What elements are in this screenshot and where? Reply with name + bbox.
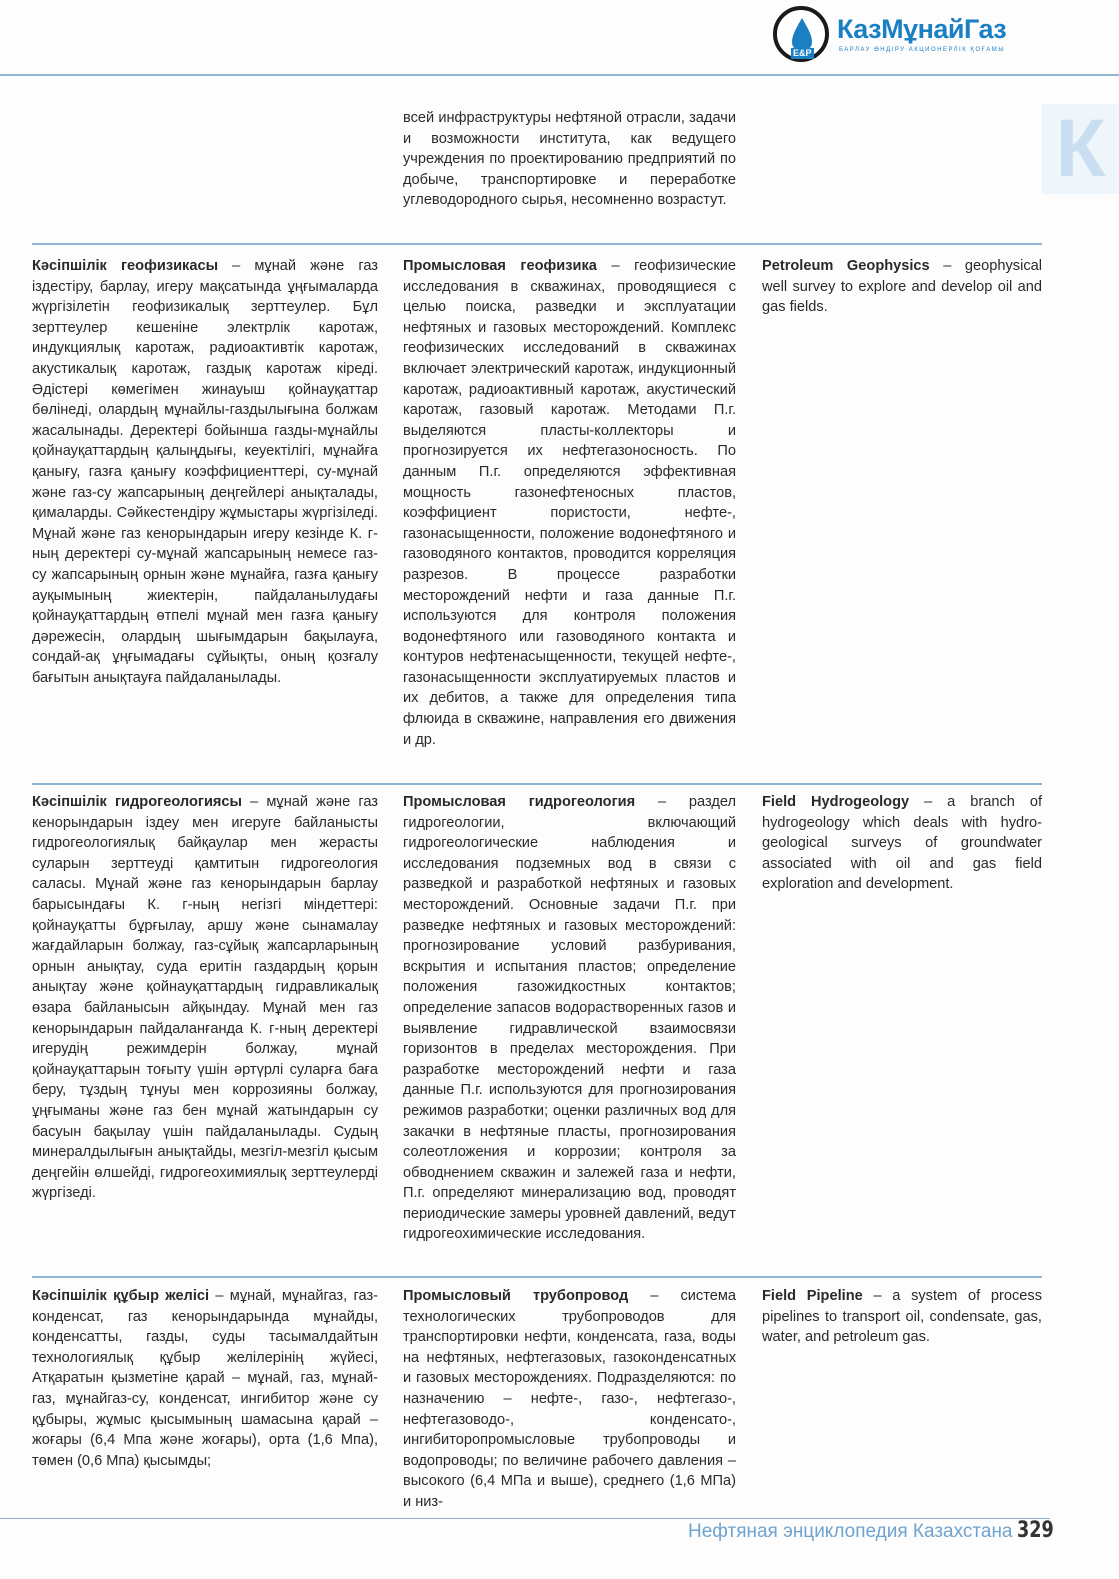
- entry-ru: [403, 256, 736, 750]
- header-divider: [0, 74, 1119, 76]
- entry-en: [762, 792, 1042, 895]
- definition-kk: – мұнай және газ кенорындарын іздеу мен игеруге байланысты гидрогеологиялық байқаулар мен жерасты суларын зерттеуді қамтитын гидрогеология саласы. Мұнай және газ кенорындарын барлау барысындағы К. г-ның негізгі міндеттері: қойнауқатты бұрғылау, аршу және сынамалау жағдайларын болжау, газ-сұйық жапсарларының орнын анықтау, суда еритін газдардың қорын анықтау және қойнауқаттардың гидравликалық өзара байланысын айқындау. Мұнай мен газ кенорындарын пайдаланғанда К. г-ның деректері игерудің режимдерін болжау, мұнай қойнауқаттарын тоғыту үшін әртүрлі суларға баға беру, тұздың тұнуы мен коррозияны болжау, ұңғыманы және газ бен мұнай жатындарын су басуын бақылау үшін пайдаланылады. Судың минералдылығын анықтайды, мезгіл-мезгіл қысым деңгейін өлшейді, гидрогеохимиялық зерттеулерді жүргізеді.: [32, 794, 378, 1202]
- definition-en: – a system of process pipelines to transport oil, condensate, gas, water, and petroleum gas.: [762, 1288, 1042, 1346]
- definition-en: – a branch of hydrogeology which deals with hydro-geological surveys of groundwater associated with oil and gas field exploration and development.: [762, 794, 1042, 893]
- entry-kk: [32, 256, 378, 688]
- entry-en: [762, 256, 1042, 318]
- company-logo: [773, 6, 1073, 70]
- term-en: Field Hydrogeology: [762, 794, 910, 810]
- entry-ru: [403, 792, 736, 1245]
- term-en: Petroleum Geophysics: [762, 258, 930, 274]
- logo-emblem: [773, 6, 829, 62]
- term-en: Field Pipeline: [762, 1288, 863, 1304]
- term-kk: Кәсіпшілік құбыр желісі: [32, 1288, 210, 1304]
- page-number: 329: [1017, 1518, 1054, 1543]
- entry-kk: [32, 1286, 378, 1471]
- term-kk: Кәсіпшілік гидрогеологиясы: [32, 794, 243, 810]
- entry-ru: [403, 1286, 736, 1513]
- logo-subtitle: БАРЛАУ ӨНДІРУ АКЦИОНЕРЛІК ҚОҒАМЫ: [839, 47, 1006, 53]
- intro-paragraph: всей инфраструктуры нефтяной отрасли, задачи и возможности института, как ведущего учреждения по проектированию предприятий по добыче, транспортировке и переработке углеводородного сырья, несомненно возрастут.: [403, 110, 736, 209]
- section-letter-tab: К: [1042, 104, 1119, 194]
- term-ru: Промысловый трубопровод: [403, 1288, 629, 1304]
- definition-ru: – система технологических трубопроводов для транспортировки нефти, конденсата, газа, воды на нефтяных, нефтегазовых, газоконденсатных и газовых месторождениях. Подразделяются: по назначению – нефте-, газо-, нефтегазо-, нефтегазоводо-, конденсато-, ингибиторопромысловые трубопроводы и водопроводы; по величине рабочего давления – высокого (6,4 МПа и выше), среднего (1,6 МПа) и низ-: [403, 1288, 736, 1510]
- term-ru: Промысловая геофизика: [403, 258, 597, 274]
- entry-divider: [32, 1276, 1042, 1278]
- definition-en: – geophysical well survey to explore and develop oil and gas fields.: [762, 258, 1042, 316]
- definition-ru: – геофизические исследования в скважинах, проводящиеся с целью поиска, разведки и эксплуатации нефтяных и газовых месторождений. Комплекс геофизических исследований в скважинах включает электрический каротаж, индукционный каротаж, радиоактивный каротаж, акустический каротаж, газовый каротаж. Методами П.г. выделяются пласты-коллекторы и прогнозируется их нефтегазоносность. По данным П.г. определяются эффективная мощность газонефтеносных пластов, коэффициент пористости, нефте-, газонасыщенности, положение водонефтяного и газоводяного контактов, проводится корреляция разрезов. В процессе разработки месторождений нефти и газа данные П.г. используются для контроля положения водонефтяного или газоводяного контакта и контуров нефтенасыщенности, текущей нефте-, газонасыщенности эксплуатируемых пластов и их дебитов, а также для определения типа флюида в скважине, направления его движения и др.: [403, 258, 736, 748]
- definition-ru: – раздел гидрогеологии, включающий гидрогеологические наблюдения и исследования подземных вод в связи с разведкой и разработкой нефтяных и газовых месторождений. Основные задачи П.г. при разведке нефтяных и газовых месторождений: прогнозирование условий разбуривания, вскрытия и испытания пластов; определение положения газожидкостных контактов; определение запасов водорастворенных газов и выявление гидравлической взаимосвязи горизонтов в пределах месторождения. При разработке месторождений нефти и газа данные П.г. используются для прогнозирования режимов разработки; оценки различных вод для закачки в нефтяные пласты, прогнозирования солеотложения и коррозии; контроля за обводнением скважин и залежей газа и нефти, П.г. определяют минерализацию вод, проводят периодические замеры уровней давлений, ведут гидрогеохимические исследования.: [403, 794, 737, 1243]
- entry-kk: [32, 792, 378, 1204]
- definition-kk: – мұнай, мұнайгаз, газ-конденсат, газ кенорындарында мұнайды, конденсатты, газды, суды тасымалдайтын технологиялық құбыр желілерінің жүйесі, Атқаратын қызметіне қарай – мұнай, газ, мұнай-газ, мұнайгаз-су, конденсат, ингибитор және су құбыры, жұмыс қысымының шамасына қарай – жоғары (6,4 Мпа және жоғары), орта (1,6 Мпа), төмен (0,6 Мпа) қысымды;: [32, 1288, 378, 1469]
- entry-divider: [32, 243, 1042, 245]
- logo-badge: E&P: [793, 48, 812, 58]
- definition-kk: – мұнай және газ іздестіру, барлау, игеру мақсатында ұңғымаларда жүргізілетін геофизикалық зерттеулер. Бұл зерттеулер кешеніне электрлік каротаж, индукциялық каротаж, радиоактивтік каротаж, акустикалық каротаж, газдық каротаж кіреді. Әдістері көмегімен жинауыш қойнауқаттар бөлінеді, олардың мұнайлы-газдылығына болжам жасалынады. Деректері бойынша газды-мұнайлы қойнауқаттардың қалыңдығы, кеуектілігі, мұнайға қанығу, газға қанығу коэффициенттері, су-мұнай және газ-су жапсарының деңгейлері анықталады, қималарды. Сәйкестендіру жұмыстары жүргізіледі. Мұнай және газ кенорындарын игеру кезінде К. г-ның деректері су-мұнай жапсарының немесе газ-су жапсарының орнын және мұнайға, газға қанығу ауқымының жиектерін, пайдаланылудағы қойнауқаттардың өтпелі мұнай мен газға қанығу дәрежесін, олардың шығымдарын бақылауға, сондай-ақ ұңғымадағы сұйықты, оның қозғалу бағытын анықтауға пайдаланылады.: [32, 258, 378, 686]
- entry-divider: [32, 783, 1042, 785]
- footer-title: Нефтяная энциклопедия Казахстана: [688, 1521, 1013, 1542]
- term-kk: Кәсіпшілік геофизикасы: [32, 258, 219, 274]
- entry-en: [762, 1286, 1042, 1348]
- logo-name: КазМұнайГаз: [837, 14, 1007, 44]
- term-ru: Промысловая гидрогеология: [403, 794, 636, 810]
